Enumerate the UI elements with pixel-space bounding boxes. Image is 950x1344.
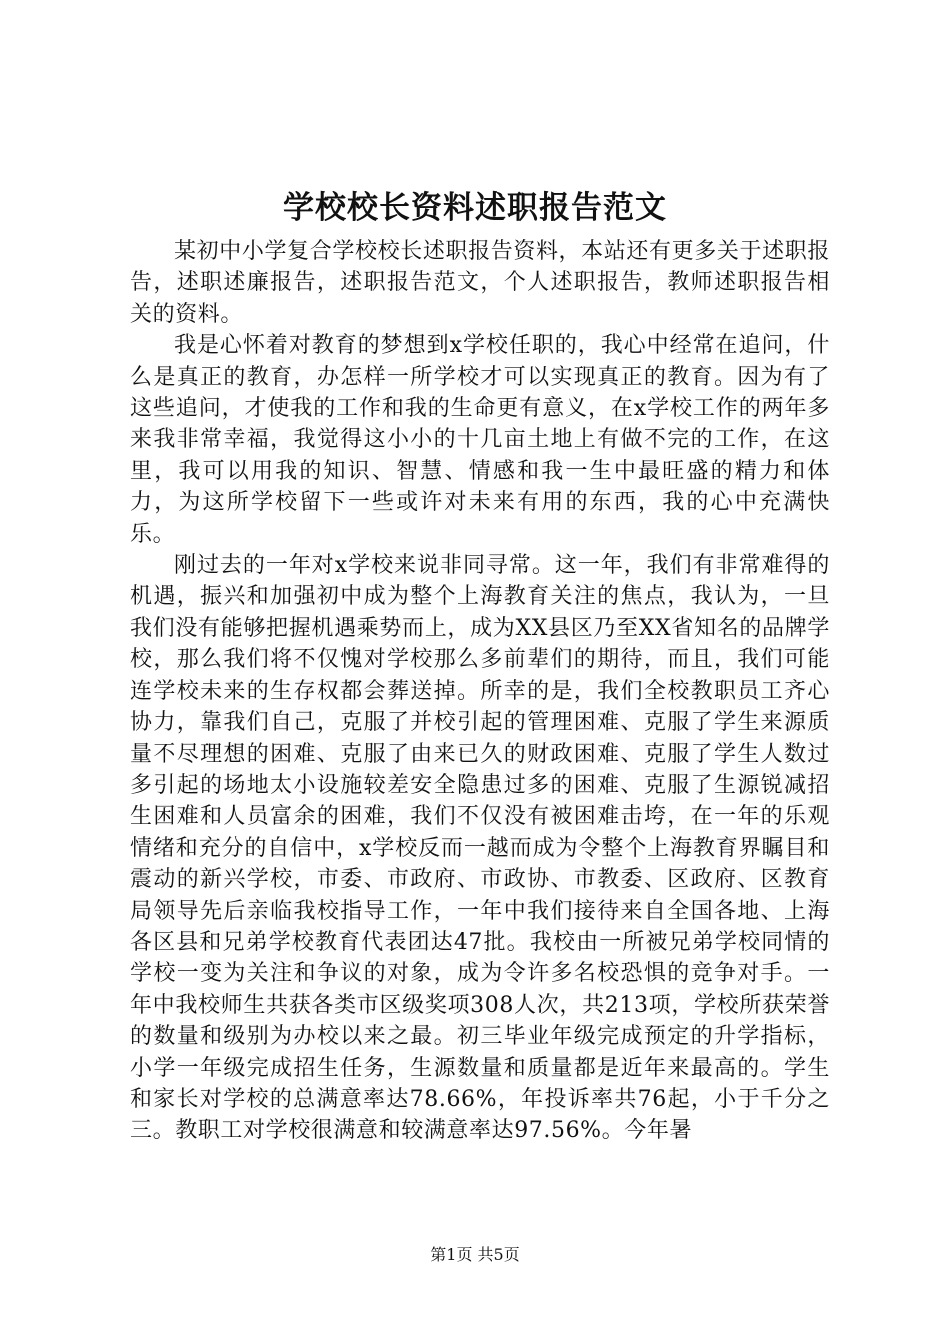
paragraph-intro: 某初中小学复合学校校长述职报告资料，本站还有更多关于述职报告，述职述廉报告，述职报告范文，个人述职报告，教师述职报告相关的资料。 xyxy=(130,239,830,327)
paragraph-year-review: 刚过去的一年对x学校来说非同寻常。这一年，我们有非常难得的机遇，振兴和加强初中成为整个上海教育关注的焦点，我认为，一旦我们没有能够把握机遇乘势而上，成为XX县区乃至XX省知名的品牌学校，那么我们将不仅愧对学校那么多前辈们的期待，而且，我们可能连学校未来的生存权都会葬送掉。所幸的是，我们全校教职员工齐心协力，靠我们自己，克服了并校引起的管理困难、克服了学生来源质量不尽理想的困难、克服了由来已久的财政困难、克服了学生人数过多引起的场地太小设施较差安全隐患过多的困难、克服了生源锐减招生困难和人员富余的困难，我们不仅没有被困难击垮，在一年的乐观情绪和充分的自信中，x学校反而一越而成为令整个上海教育界瞩目和震动的新兴学校，市委、市政府、市政协、市教委、区政府、区教育局领导先后亲临我校指导工作，一年中我们接待来自全国各地、上海各区县和兄弟学校教育代表团达47批。我校由一所被兄弟学校同情的学校一变为关注和争议的对象，成为令许多名校恐惧的竞争对手。一年中我校师生共获各类市区级奖项308人次，共213项，学校所获荣誉的数量和级别为办校以来之最。初三毕业年级完成预定的升学指标，小学一年级完成招生任务，生源数量和质量都是近年来最高的。学生和家长对学校的总满意率达78.66%，年投诉率共76起，小于千分之三。教职工对学校很满意和较满意率达97.56%。今年暑 xyxy=(130,553,830,1144)
document-body xyxy=(130,236,830,1147)
paragraph-aspiration: 我是心怀着对教育的梦想到x学校任职的，我心中经常在追问，什么是真正的教育，办怎样一所学校才可以实现真正的教育。因为有了这些追问，才使我的工作和我的生命更有意义，在x学校工作的两年多来我非常幸福，我觉得这小小的十几亩土地上有做不完的工作，在这里，我可以用我的知识、智慧、情感和我一生中最旺盛的精力和体力，为这所学校留下一些或许对未来有用的东西，我的心中充满快乐。 xyxy=(130,333,830,547)
document-title: 学校校长资料述职报告范文 xyxy=(283,190,667,226)
page-number-footer: 第1页 共5页 xyxy=(430,1245,520,1264)
